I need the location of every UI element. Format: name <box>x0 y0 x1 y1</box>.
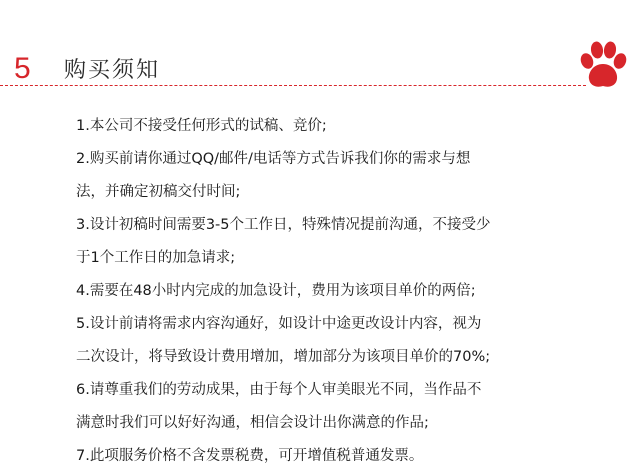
rule-line: 7.此项服务价格不含发票税费，可开增值税普通发票。 <box>76 448 424 464</box>
rule-line: 于1个工作日的加急请求; <box>76 250 236 266</box>
rule-line: 满意时我们可以好好沟通，相信会设计出你满意的作品; <box>76 415 429 431</box>
rule-line: 法，并确定初稿交付时间; <box>76 184 241 200</box>
rule-line: 4.需要在48小时内完成的加急设计，费用为该项目单价的两倍; <box>76 283 476 299</box>
rule-line: 二次设计，将导致设计费用增加，增加部分为该项目单价的70%; <box>76 349 491 365</box>
section-number: 5 <box>14 52 31 85</box>
paw-icon <box>578 40 628 92</box>
rule-line: 2.购买前请你通过QQ/邮件/电话等方式告诉我们你的需求与想 <box>76 151 471 167</box>
rule-line: 1.本公司不接受任何形式的试稿、竞价; <box>76 118 327 134</box>
rules-list <box>76 110 576 473</box>
rule-line: 6.请尊重我们的劳动成果，由于每个人审美眼光不同，当作品不 <box>76 382 482 398</box>
rule-line: 3.设计初稿时间需要3-5个工作日，特殊情况提前沟通，不接受少 <box>76 217 491 233</box>
section-title: 购买须知 <box>64 58 161 83</box>
dashed-divider <box>0 85 586 86</box>
rule-line: 5.设计前请将需求内容沟通好，如设计中途更改设计内容，视为 <box>76 316 482 332</box>
section-header <box>0 0 640 100</box>
